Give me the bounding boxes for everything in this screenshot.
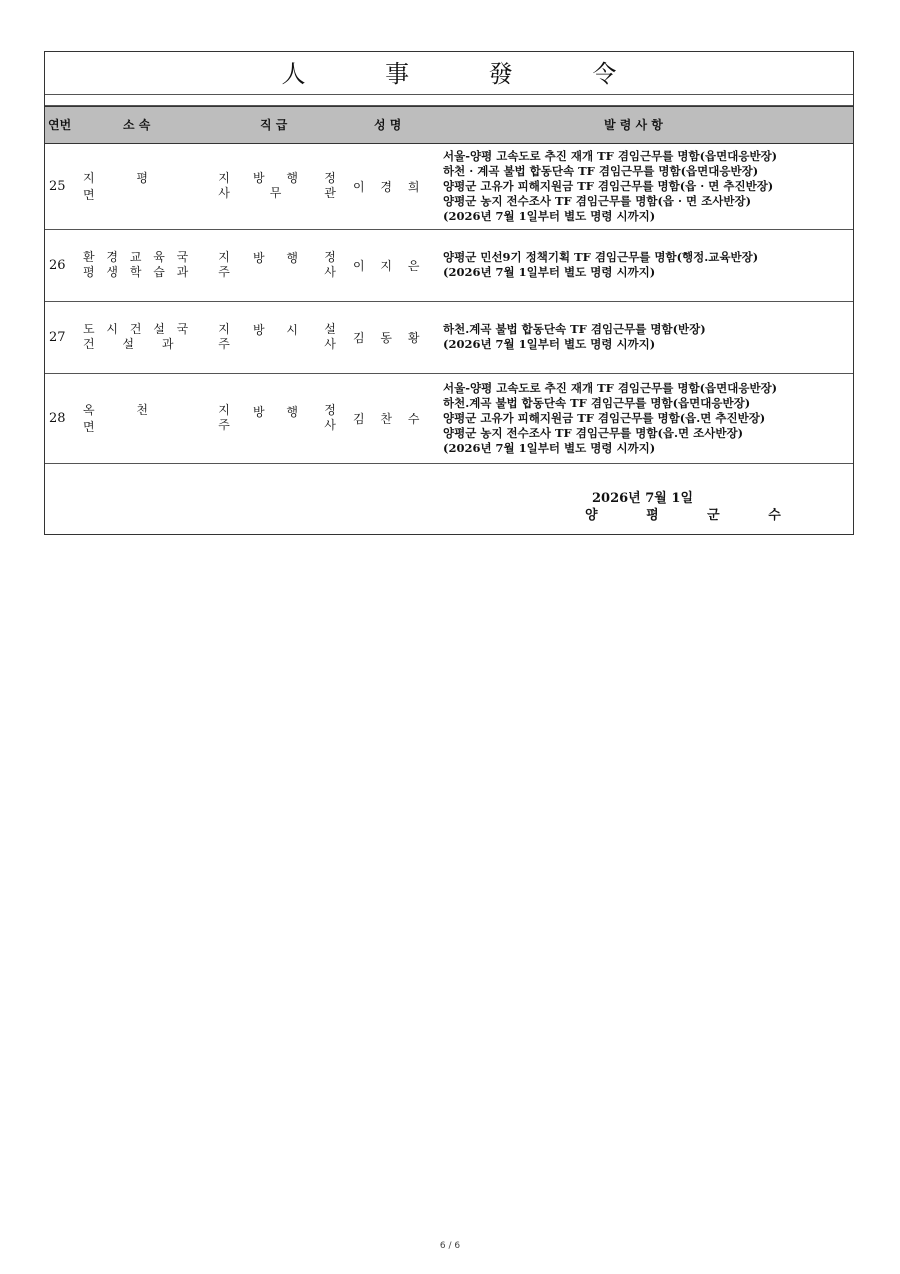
dept-line1: 도 시 건 설 국 [83, 322, 189, 336]
order-line: 서울-양평 고속도로 추진 재개 TF 겸임근무를 명함(읍면대응반장) [443, 380, 778, 395]
document-title: 人 事 發 令 [281, 60, 653, 88]
rank-col-b: 방 시 [253, 323, 298, 337]
row-dept [83, 229, 201, 301]
rank-col-c: 정 사 [324, 250, 336, 279]
order-line: 하천.계곡 불법 합동단속 TF 겸임근무를 명함(반장) [443, 322, 706, 336]
order-line: (2026년 7월 1일부터 별도 명령 시까지) [443, 440, 656, 455]
order-line: 양평군 민선9기 정책기획 TF 겸임근무를 명함(행정.교육반장) [443, 250, 759, 264]
order-line: 양평군 고유가 피해지원금 TF 겸임근무를 명함(읍 · 면 추진반장) [443, 178, 774, 193]
personnel-order-document [44, 51, 854, 535]
signature-block [45, 464, 853, 534]
order-line: 양평군 고유가 피해지원금 TF 겸임근무를 명함(읍.면 추진반장) [443, 410, 766, 425]
rank-col-b: 방 행 [253, 405, 298, 419]
header-dept: 소 속 [123, 118, 151, 132]
row-orders [443, 373, 847, 463]
row-dept [83, 143, 197, 229]
table-row [45, 301, 853, 374]
dept-line2: 평 생 학 습 과 [83, 265, 189, 279]
rank-col-c: 설 사 [324, 322, 336, 351]
header-rank: 직 급 [260, 118, 288, 132]
order-line: (2026년 7월 1일부터 별도 명령 시까지) [443, 337, 656, 351]
rank-col-a: 지 사 [218, 171, 230, 200]
row-seq: 25 [49, 178, 66, 194]
row-seq: 27 [49, 329, 66, 345]
order-line: 서울-양평 고속도로 추진 재개 TF 겸임근무를 명함(읍면대응반장) [443, 148, 778, 163]
rank-col-c: 정 관 [324, 171, 336, 200]
row-name: 김 찬 수 [353, 411, 420, 426]
rank-col-a: 지 주 [218, 250, 230, 279]
rank-col-b: 방 행 [253, 251, 298, 265]
row-seq: 26 [49, 257, 66, 273]
issue-date: 2026년 7월 1일 [592, 491, 693, 506]
order-line: 양평군 농지 전수조사 TF 겸임근무를 명함(읍.면 조사반장) [443, 425, 744, 440]
header-orders: 발 령 사 항 [604, 118, 663, 132]
order-line: 양평군 농지 전수조사 TF 겸임근무를 명함(읍 · 면 조사반장) [443, 193, 752, 208]
row-seq: 28 [49, 410, 66, 426]
table-row [45, 229, 853, 302]
header-seq: 연번 [48, 118, 72, 132]
dept-line1: 옥 천 면 [83, 403, 148, 434]
dept-line1: 지 평 면 [83, 171, 148, 202]
order-line: 하천.계곡 불법 합동단속 TF 겸임근무를 명함(읍면대응반장) [443, 395, 751, 410]
row-name: 이 경 희 [353, 179, 420, 194]
order-line: 하천 · 계곡 불법 합동단속 TF 겸임근무를 명함(읍면대응반장) [443, 163, 759, 178]
table-row [45, 373, 853, 464]
dept-line1: 환 경 교 육 국 [83, 250, 189, 264]
rank-col-a: 지 주 [218, 322, 230, 351]
order-line: (2026년 7월 1일부터 별도 명령 시까지) [443, 265, 656, 279]
page-number: 6 / 6 [439, 1241, 461, 1251]
row-name: 김 동 황 [353, 330, 420, 345]
row-name: 이 지 은 [353, 258, 420, 273]
dept-line2: 건 설 과 [83, 337, 174, 351]
rank-col-b: 방 행 무 [253, 171, 298, 200]
row-orders [443, 301, 847, 373]
rank-col-c: 정 사 [324, 403, 336, 432]
table-row [45, 143, 853, 230]
title-divider [45, 94, 853, 106]
table-header [45, 106, 853, 144]
rank-col-a: 지 주 [218, 403, 230, 432]
row-orders [443, 143, 847, 229]
issuer-name: 양 평 군 수 [585, 508, 803, 523]
row-orders [443, 229, 847, 301]
row-dept [83, 373, 197, 463]
order-line: (2026년 7월 1일부터 별도 명령 시까지) [443, 208, 656, 223]
row-dept [83, 301, 201, 373]
header-name: 성 명 [374, 118, 402, 132]
